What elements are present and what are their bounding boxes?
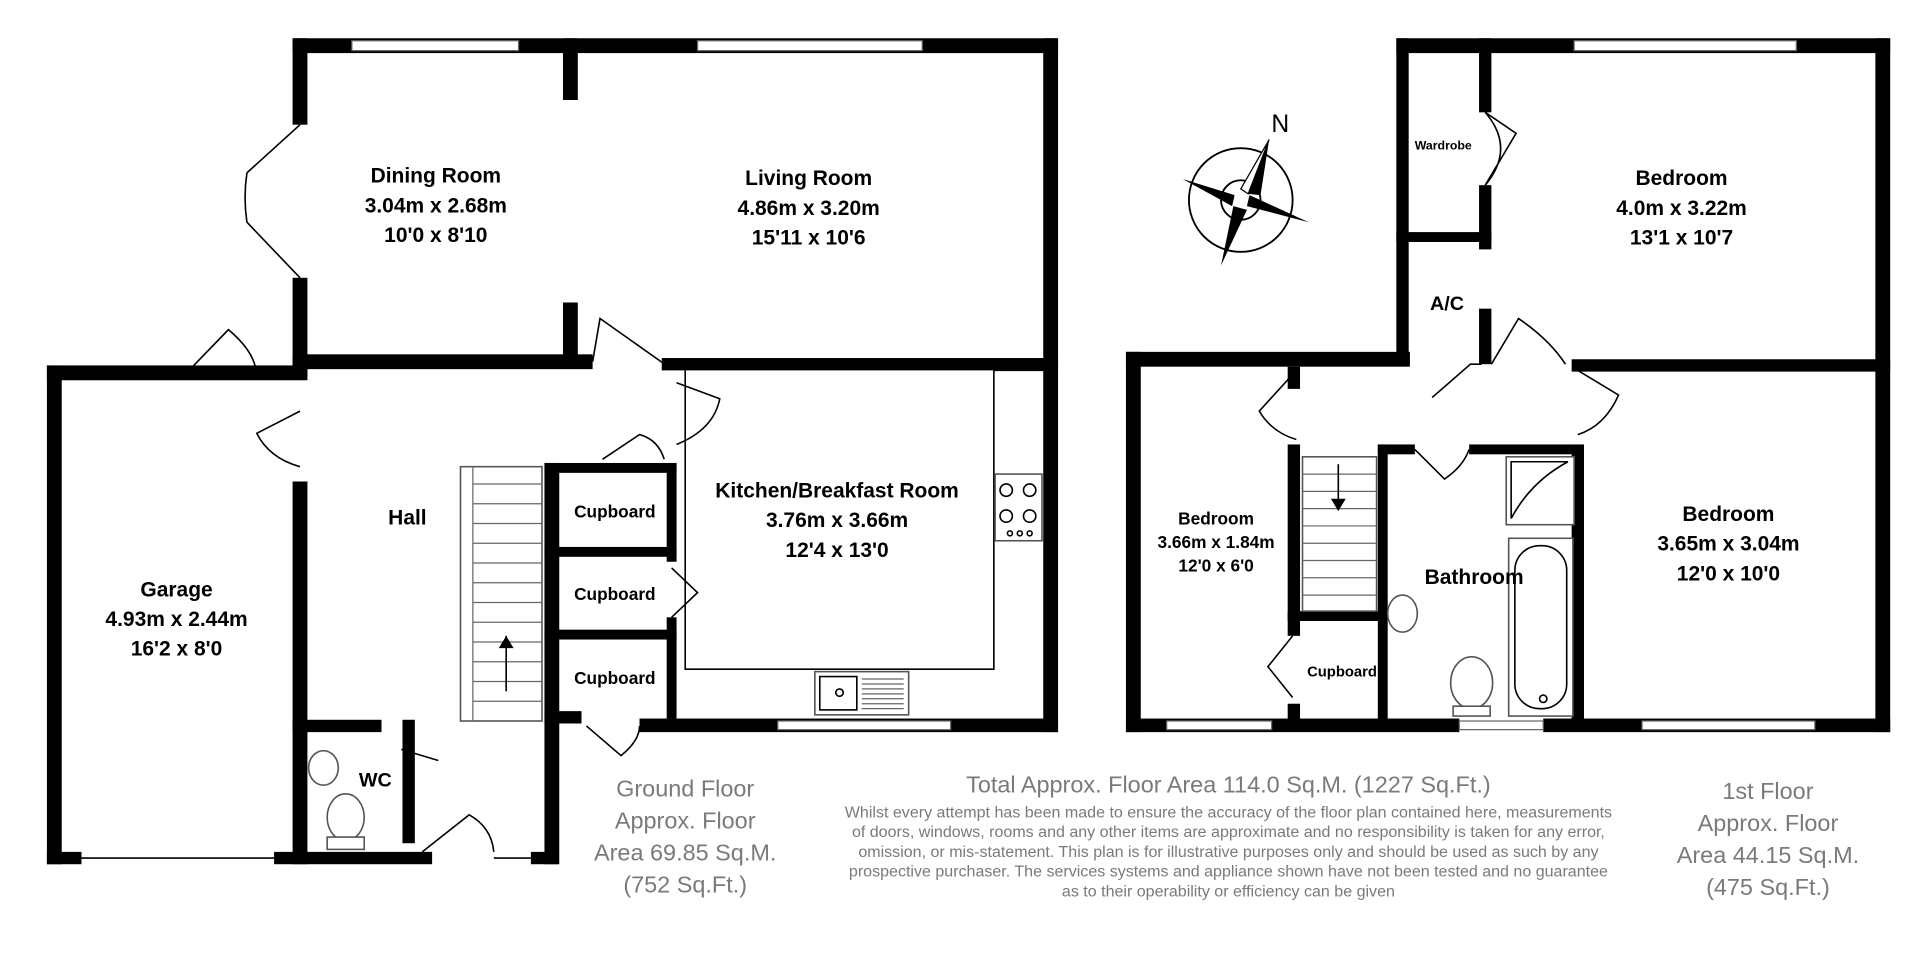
first-floor-area bbox=[1677, 778, 1859, 900]
first-floor-area-line-2: Approx. Floor bbox=[1697, 809, 1839, 836]
disclaimer-line-1: Whilst every attempt has been made to ensure the accuracy of the floor plan contained here, measurements bbox=[844, 803, 1613, 822]
total-area-title: Total Approx. Floor Area 114.0 Sq.M. (1227 Sq.Ft.) bbox=[966, 771, 1491, 798]
living-room-name: Living Room bbox=[745, 167, 873, 191]
living-room-imperial: 15'11 x 10'6 bbox=[751, 226, 866, 250]
ground-floor-area bbox=[594, 775, 776, 897]
disclaimer-line-3: omission, or mis-statement. This plan is for illustrative purposes only and should be used as such by any bbox=[858, 842, 1599, 861]
disclaimer-line-4: prospective purchaser. The services systems and appliance shown have not been tested and no guarantee bbox=[848, 862, 1608, 881]
hall-name: Hall bbox=[388, 506, 427, 530]
disclaimer-line-5: as to their operability or efficiency can be given bbox=[1061, 882, 1395, 901]
bedroom-2-metric: 3.66m x 1.84m bbox=[1157, 532, 1275, 553]
living-room-metric: 4.86m x 3.20m bbox=[737, 196, 880, 220]
ground-floor-plan bbox=[47, 38, 1058, 864]
kitchen-metric: 3.76m x 3.66m bbox=[765, 509, 909, 533]
bedroom-2-name: Bedroom bbox=[1178, 508, 1254, 529]
garage-name: Garage bbox=[140, 578, 213, 602]
bedroom-2-imperial: 12'0 x 6'0 bbox=[1178, 555, 1254, 576]
ac-name: A/C bbox=[1429, 292, 1464, 315]
bedroom-3-name: Bedroom bbox=[1682, 503, 1775, 527]
ground-floor-area-line-1: Ground Floor bbox=[616, 775, 755, 802]
bedroom-1-name: Bedroom bbox=[1635, 167, 1728, 191]
bedroom-1-imperial: 13'1 x 10'7 bbox=[1629, 226, 1734, 250]
bedroom-3-imperial: 12'0 x 10'0 bbox=[1676, 562, 1781, 586]
dining-room-name: Dining Room bbox=[370, 164, 502, 188]
compass-north-label: N bbox=[1271, 111, 1290, 139]
first-floor-area-line-3: Area 44.15 Sq.M. bbox=[1676, 841, 1860, 868]
bathroom-name: Bathroom bbox=[1424, 565, 1524, 589]
bedroom-1-metric: 4.0m x 3.22m bbox=[1616, 196, 1747, 220]
total-area-block bbox=[845, 772, 1612, 901]
ground-floor-area-line-2: Approx. Floor bbox=[614, 807, 756, 834]
kitchen-name: Kitchen/Breakfast Room bbox=[715, 479, 959, 503]
compass-rose-icon bbox=[1183, 140, 1309, 266]
cupboard-1-name: Cupboard bbox=[574, 501, 656, 522]
first-floor-area-line-1: 1st Floor bbox=[1722, 777, 1814, 804]
disclaimer-line-2: of doors, windows, rooms and any other items are approximate and no responsibility is taken for any error, bbox=[851, 823, 1605, 842]
cupboard-3-name: Cupboard bbox=[574, 667, 656, 688]
garage-imperial: 16'2 x 8'0 bbox=[130, 637, 223, 661]
ff-cupboard-name: Cupboard bbox=[1307, 664, 1377, 681]
cupboard-2-name: Cupboard bbox=[574, 584, 656, 605]
wardrobe-name: Wardrobe bbox=[1414, 138, 1472, 153]
bedroom-3-metric: 3.65m x 3.04m bbox=[1657, 532, 1800, 556]
first-floor-area-line-4: (475 Sq.Ft.) bbox=[1706, 874, 1830, 901]
kitchen-imperial: 12'4 x 13'0 bbox=[785, 538, 889, 562]
wc-name: WC bbox=[358, 769, 392, 792]
first-floor-plan bbox=[1126, 38, 1890, 732]
ground-floor-area-line-4: (752 Sq.Ft.) bbox=[623, 871, 748, 898]
ground-floor-area-line-3: Area 69.85 Sq.M. bbox=[593, 839, 777, 866]
garage-metric: 4.93m x 2.44m bbox=[105, 607, 248, 631]
dining-room-metric: 3.04m x 2.68m bbox=[364, 194, 507, 218]
dining-room-imperial: 10'0 x 8'10 bbox=[384, 223, 488, 247]
